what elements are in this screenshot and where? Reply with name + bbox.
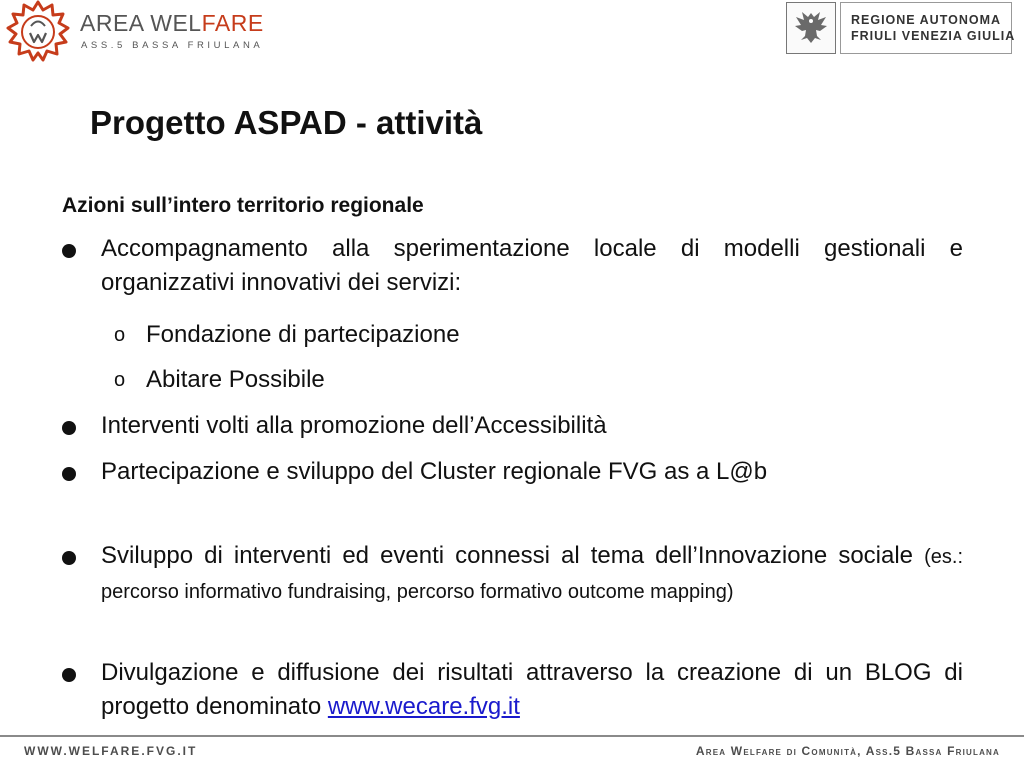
eagle-emblem-frame: [786, 2, 836, 54]
circle-marker-icon: o: [114, 369, 126, 391]
bullet-dot-icon: [62, 668, 76, 682]
sun-emblem-icon: [2, 0, 74, 62]
bullet-main-text: Sviluppo di interventi ed eventi connessi al tema dell’Innovazione sociale: [101, 542, 914, 569]
sub-item-text: Fondazione di partecipazione: [146, 321, 460, 348]
footer-website: WWW.WELFARE.FVG.IT: [24, 744, 198, 758]
slide-title: Progetto ASPAD - attività: [90, 104, 483, 141]
eagle-emblem-icon: [791, 7, 831, 49]
region-name-line-2: FRIULI VENEZIA GIULIA: [851, 29, 1016, 43]
bullet-note-text: (es.: percorso informativo fundraising, percorso formativo outcome mapping): [101, 546, 964, 603]
slide-subtitle: Azioni sull’intero territorio regionale: [62, 194, 424, 217]
logo-subtitle: ASS.5 BASSA FRIULANA: [81, 40, 264, 51]
slide-header: [0, 0, 1024, 62]
bullet-text: [101, 656, 963, 724]
region-name-line-1: REGIONE AUTONOMA: [851, 13, 1002, 27]
bullet-dot-icon: [62, 551, 76, 565]
bullet-text: Interventi volti alla promozione dell’Accessibilità: [101, 412, 607, 439]
bullet-text: Accompagnamento alla sperimentazione locale di modelli gestionali e organizzativi innovativi dei servizi:: [101, 235, 963, 296]
logo-wordmark: AREA WELFARE: [80, 10, 264, 36]
region-name-box: [840, 2, 1016, 54]
bullet-text: [101, 539, 963, 609]
footer-divider: [0, 735, 1024, 737]
footer-organization: Area Welfare di Comunità, Ass.5 Bassa Friulana: [695, 744, 1000, 758]
blog-link[interactable]: www.wecare.fvg.it: [327, 693, 520, 720]
sub-item-text: Abitare Possibile: [146, 366, 325, 393]
circle-marker-icon: o: [114, 324, 126, 346]
bullet-dot-icon: [62, 244, 76, 258]
area-welfare-logo: [2, 0, 262, 62]
bullet-dot-icon: [62, 421, 76, 435]
bullet-text: Partecipazione e sviluppo del Cluster regionale FVG as a L@b: [101, 458, 768, 485]
bullet-main-text: Divulgazione e diffusione dei risultati attraverso la creazione di un BLOG di progetto denominato: [101, 659, 963, 720]
bullet-dot-icon: [62, 467, 76, 481]
regione-fvg-logo: [784, 0, 1016, 56]
